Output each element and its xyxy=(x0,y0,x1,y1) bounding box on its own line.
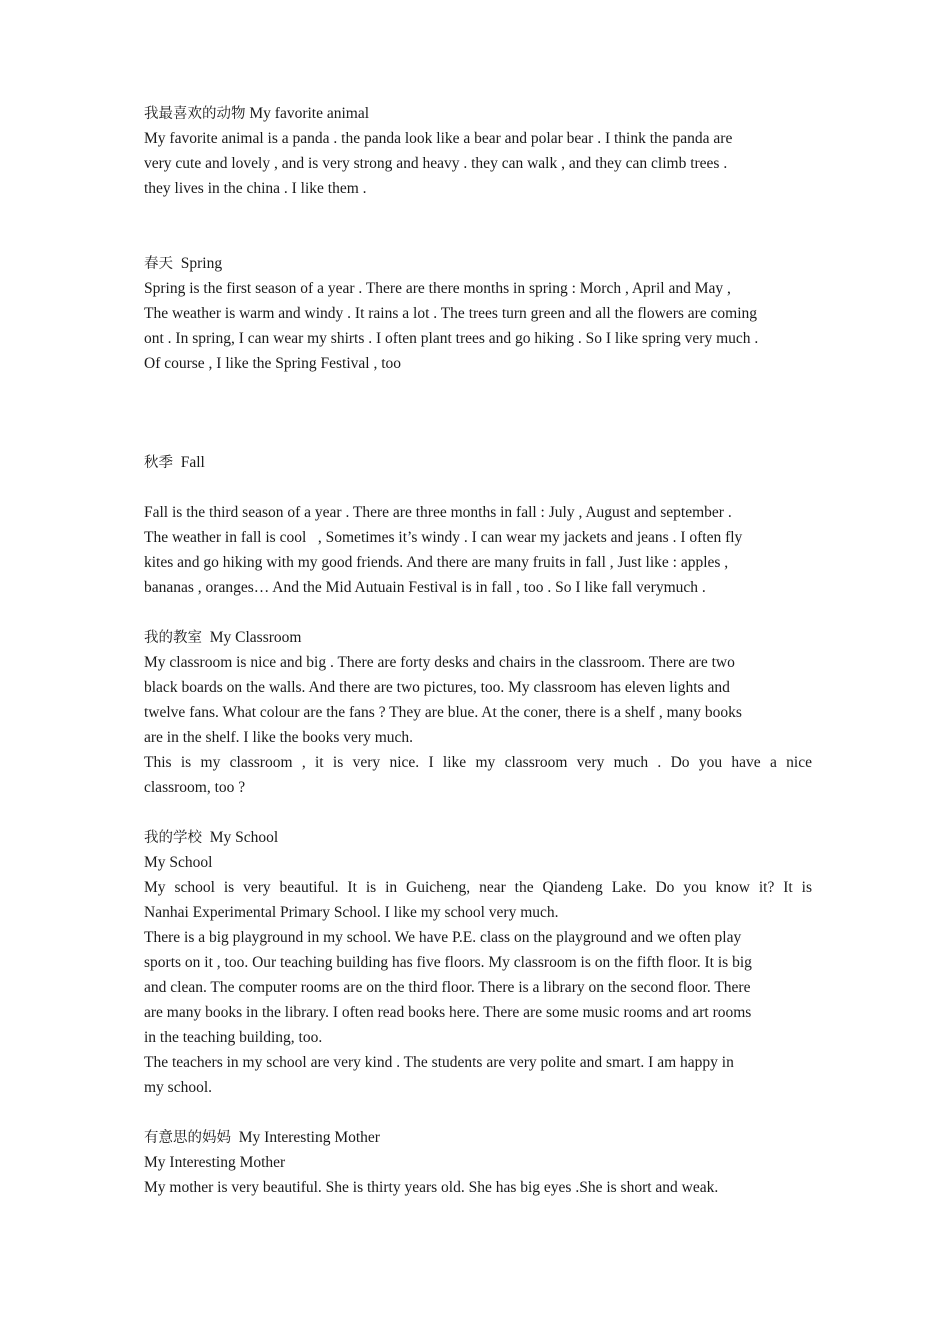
paragraph-line: Nanhai Experimental Primary School. I like my school very much. xyxy=(144,904,559,921)
paragraph-line-justified: This is my classroom , it is very nice. I like my classroom very much . Do you have a nice xyxy=(144,754,812,771)
heading-en: My Interesting Mother xyxy=(231,1129,380,1146)
section-heading-school xyxy=(144,825,812,850)
paragraph-line: Fall is the third season of a year . There are three months in fall : July , August and september . xyxy=(144,504,732,521)
paragraph-line: Spring is the first season of a year . There are there months in spring : Morch , April and May , xyxy=(144,280,731,297)
heading-cn: 我的教室 xyxy=(144,630,202,646)
paragraph-line: classroom, too ? xyxy=(144,779,246,796)
paragraph-line: My classroom is nice and big . There are forty desks and chairs in the classroom. There are two xyxy=(144,654,735,671)
paragraph-line: are in the shelf. I like the books very much. xyxy=(144,729,414,746)
paragraph-line: ont . In spring, I can wear my shirts . I often plant trees and go hiking . So I like spring very much . xyxy=(144,330,759,347)
paragraph-line: they lives in the china . I like them . xyxy=(144,180,367,197)
paragraph-line: My mother is very beautiful. She is thirty years old. She has big eyes .She is short and weak. xyxy=(144,1179,719,1196)
paragraph-line: in the teaching building, too. xyxy=(144,1029,323,1046)
paragraph-line: The weather is warm and windy . It rains a lot . The trees turn green and all the flowers are coming xyxy=(144,305,758,322)
section-subtitle: My Interesting Mother xyxy=(144,1154,286,1171)
paragraph-line: are many books in the library. I often read books here. There are some music rooms and art rooms xyxy=(144,1004,752,1021)
paragraph-line: twelve fans. What colour are the fans ? They are blue. At the coner, there is a shelf , many books xyxy=(144,704,742,721)
paragraph-line: my school. xyxy=(144,1079,213,1096)
paragraph-line: bananas , oranges… And the Mid Autuain Festival is in fall , too . So I like fall verymuch . xyxy=(144,579,706,596)
paragraph-line: The teachers in my school are very kind . The students are very polite and smart. I am happy in xyxy=(144,1054,734,1071)
heading-cn: 有意思的妈妈 xyxy=(144,1130,231,1146)
section-heading-classroom xyxy=(144,625,812,650)
heading-en: Spring xyxy=(173,255,223,272)
heading-en: My School xyxy=(202,829,279,846)
heading-cn: 我的学校 xyxy=(144,830,202,846)
paragraph-line: My favorite animal is a panda . the panda look like a bear and polar bear . I think the panda are xyxy=(144,130,733,147)
paragraph-line: sports on it , too. Our teaching building has five floors. My classroom is on the fifth floor. It is big xyxy=(144,954,752,971)
heading-cn: 春天 xyxy=(144,256,173,272)
document-page xyxy=(144,101,812,1200)
section-subtitle: My School xyxy=(144,854,213,871)
section-heading-mother xyxy=(144,1125,812,1150)
paragraph-line: very cute and lovely , and is very strong and heavy . they can walk , and they can climb trees . xyxy=(144,155,728,172)
section-heading-animal xyxy=(144,101,812,126)
paragraph-line: and clean. The computer rooms are on the third floor. There is a library on the second floor. There xyxy=(144,979,751,996)
heading-en: Fall xyxy=(173,454,205,471)
heading-en: My Classroom xyxy=(202,629,302,646)
paragraph-line: Of course , I like the Spring Festival , too xyxy=(144,355,401,372)
paragraph-line: The weather in fall is cool , Sometimes it’s windy . I can wear my jackets and jeans . I often fly xyxy=(144,529,743,546)
paragraph-line: There is a big playground in my school. We have P.E. class on the playground and we often play xyxy=(144,929,742,946)
heading-en: My favorite animal xyxy=(245,105,370,122)
heading-cn: 秋季 xyxy=(144,455,173,471)
paragraph-line: kites and go hiking with my good friends. And there are many fruits in fall , Just like : apples , xyxy=(144,554,729,571)
heading-cn: 我最喜欢的动物 xyxy=(144,106,246,122)
section-heading-spring xyxy=(144,251,812,276)
paragraph-line-justified: My school is very beautiful. It is in Guicheng, near the Qiandeng Lake. Do you know it? It is xyxy=(144,879,812,896)
paragraph-line: black boards on the walls. And there are two pictures, too. My classroom has eleven lights and xyxy=(144,679,730,696)
section-heading-fall xyxy=(144,450,812,475)
